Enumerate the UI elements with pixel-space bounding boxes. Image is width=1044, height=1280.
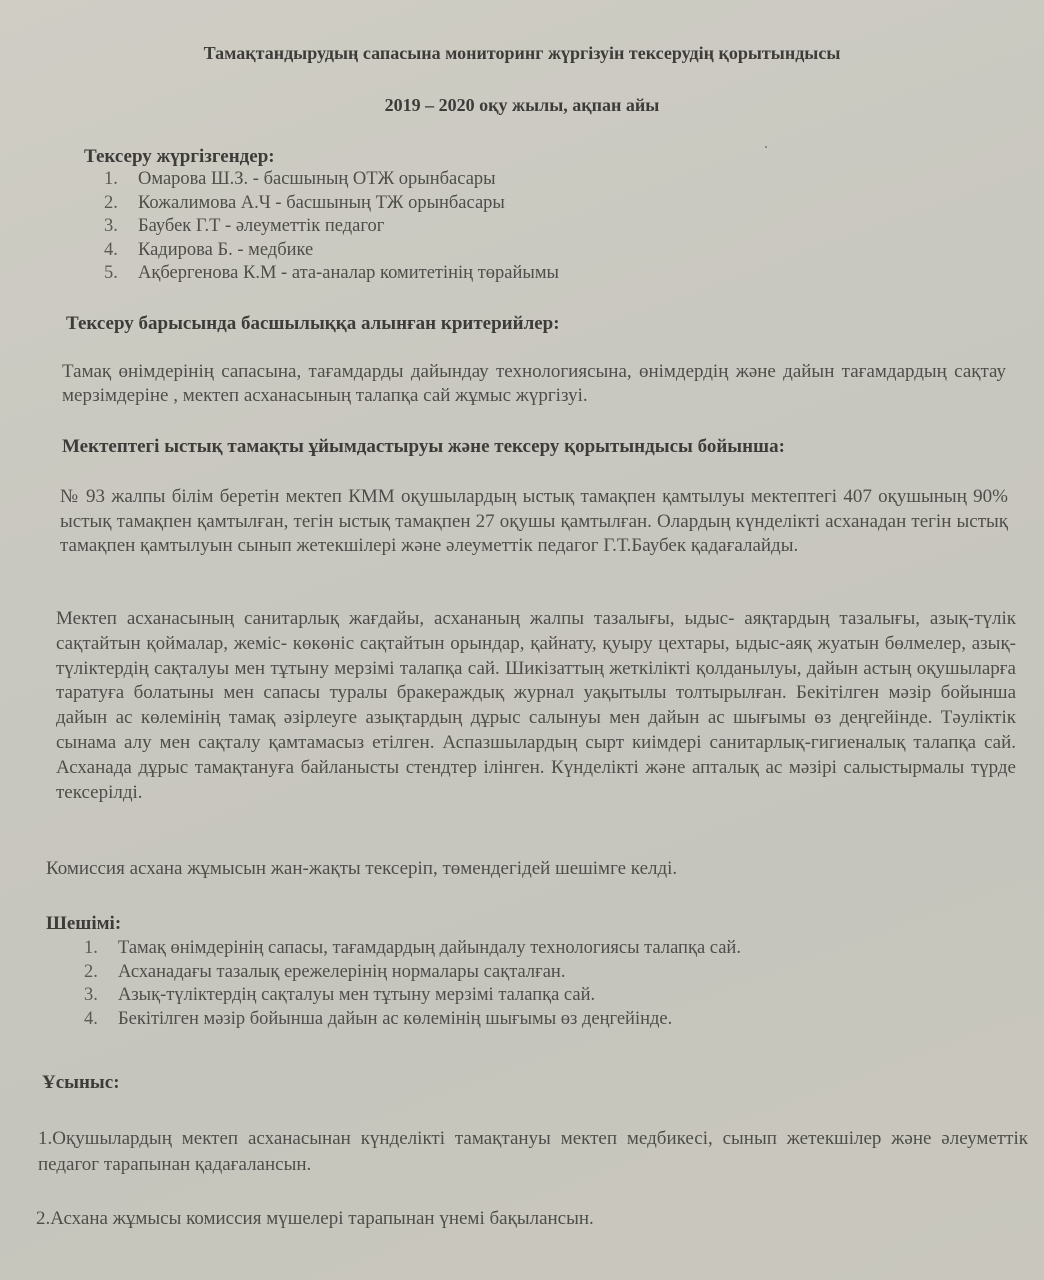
document-title: Тамақтандырудың сапасына мониторинг жүргізуін тексерудің қорытындысы — [203, 43, 841, 63]
criteria-text: Тамақ өнімдерінің сапасына, тағамдарды дайындау технологиясына, өнімдердің және дайын тағамдардың сақтау мерзімдеріне , мектеп асханасының талапқа сай жұмыс жүргізуі. — [62, 361, 1006, 406]
decision-heading: Шешімі: — [46, 913, 122, 934]
commission-conclusion: Комиссия асхана жұмысын жан-жақты тексеріп, төмендегідей шешімге келді. — [46, 858, 678, 879]
criteria-heading: Тексеру барысында басшылыққа алынған критерийлер: — [66, 313, 560, 334]
decision-item: 1. Тамақ өнімдерінің сапасы, тағамдардың дайындалу технологиясы талапқа сай. — [84, 938, 741, 958]
proposal-item-2: 2.Асхана жұмысы комиссия мүшелері тарапынан үнемі бақылансын. — [36, 1208, 594, 1229]
inspector-item: 5. Ақбергенова К.М - ата-аналар комитетінің төрайымы — [104, 263, 559, 283]
inspector-item: 1. Омарова Ш.З. - басшының ОТЖ орынбасары — [104, 169, 496, 189]
inspectors-list — [104, 168, 559, 286]
results-heading: Мектептегі ыстық тамақты ұйымдастыруы және тексеру қорытындысы бойынша: — [62, 436, 785, 457]
decision-list — [84, 937, 741, 1031]
decision-item: 2. Асханадағы тазалық ережелерінің нормалары сақталған. — [84, 961, 566, 982]
inspector-item: 4. Кадирова Б. - медбике — [104, 239, 314, 260]
document-subtitle: 2019 – 2020 оқу жылы, ақпан айы — [384, 95, 660, 115]
decision-item: 3. Азық-түліктердің сақталуы мен тұтыну мерзімі талапқа сай. — [84, 985, 596, 1005]
decision-item: 4. Бекітілген мәзір бойынша дайын ас көлемінің шығымы өз деңгейінде. — [84, 1008, 673, 1029]
proposal-heading: Ұсыныс: — [42, 1072, 120, 1093]
results-paragraph-2: Мектеп асханасының санитарлық жағдайы, асхананың жалпы тазалығы, ыдыс- аяқтардың тазалығы, азық-түлік сақтайтын қоймалар, жеміс- көкөніс сақтайтын орындар, қайнату, қуыру цехтары, ыдыс-аяқ жуатын бөлмелер, азық-түліктердің сақталуы мен тұтыну мерзімі талапқа сай. Шикізаттың жеткілікті қолданылуы, дайын астың оқушыларға таратуға болатыны мен сапасы туралы бракераждық журнал уақытылы толтырылған. Бекітілген мәзір бойынша дайын ас көлемінің тамақ әзірлеуге азықтардың дұрыс салынуы мен дайын ас шығымы өз деңгейінде. Тәуліктік сынама алу мен сақталу қамтамасыз етілген. Аспазшылардың сырт киімдері санитарлық-гигиеналық талапқа сай. Асханада дұрыс тамақтануға байланысты стендтер ілінген. Күнделікті және апталық ас мәзірі салыстырмалы түрде тексерілді. — [56, 608, 1016, 803]
results-paragraph-1: № 93 жалпы білім беретін мектеп КММ оқушылардың ыстық тамақпен қамтылуы мектептегі 407 оқушының 90% ыстық тамақпен қамтылған, тегін ыстық тамақпен 27 оқушы қамтылған. Олардың күнделікті асханадан тегін ыстық тамақпен қамтылуын сынып жетекшілері және әлеуметтік педагог Г.Т.Баубек қадағалайды. — [60, 486, 1008, 556]
inspectors-heading: Тексеру жүргізгендер: — [84, 146, 275, 167]
inspector-item: 3. Баубек Г.Т - әлеуметтік педагог — [104, 216, 385, 236]
inspector-item: 2. Кожалимова А.Ч - басшының ТЖ орынбасары — [104, 192, 505, 213]
proposal-item-1: 1.Оқушылардың мектеп асханасынан күнделікті тамақтануы мектеп медбикесі, сынып жетекшілер және әлеуметтік педагог тарапынан қадағалансын. — [38, 1128, 1028, 1175]
speck — [765, 146, 767, 148]
